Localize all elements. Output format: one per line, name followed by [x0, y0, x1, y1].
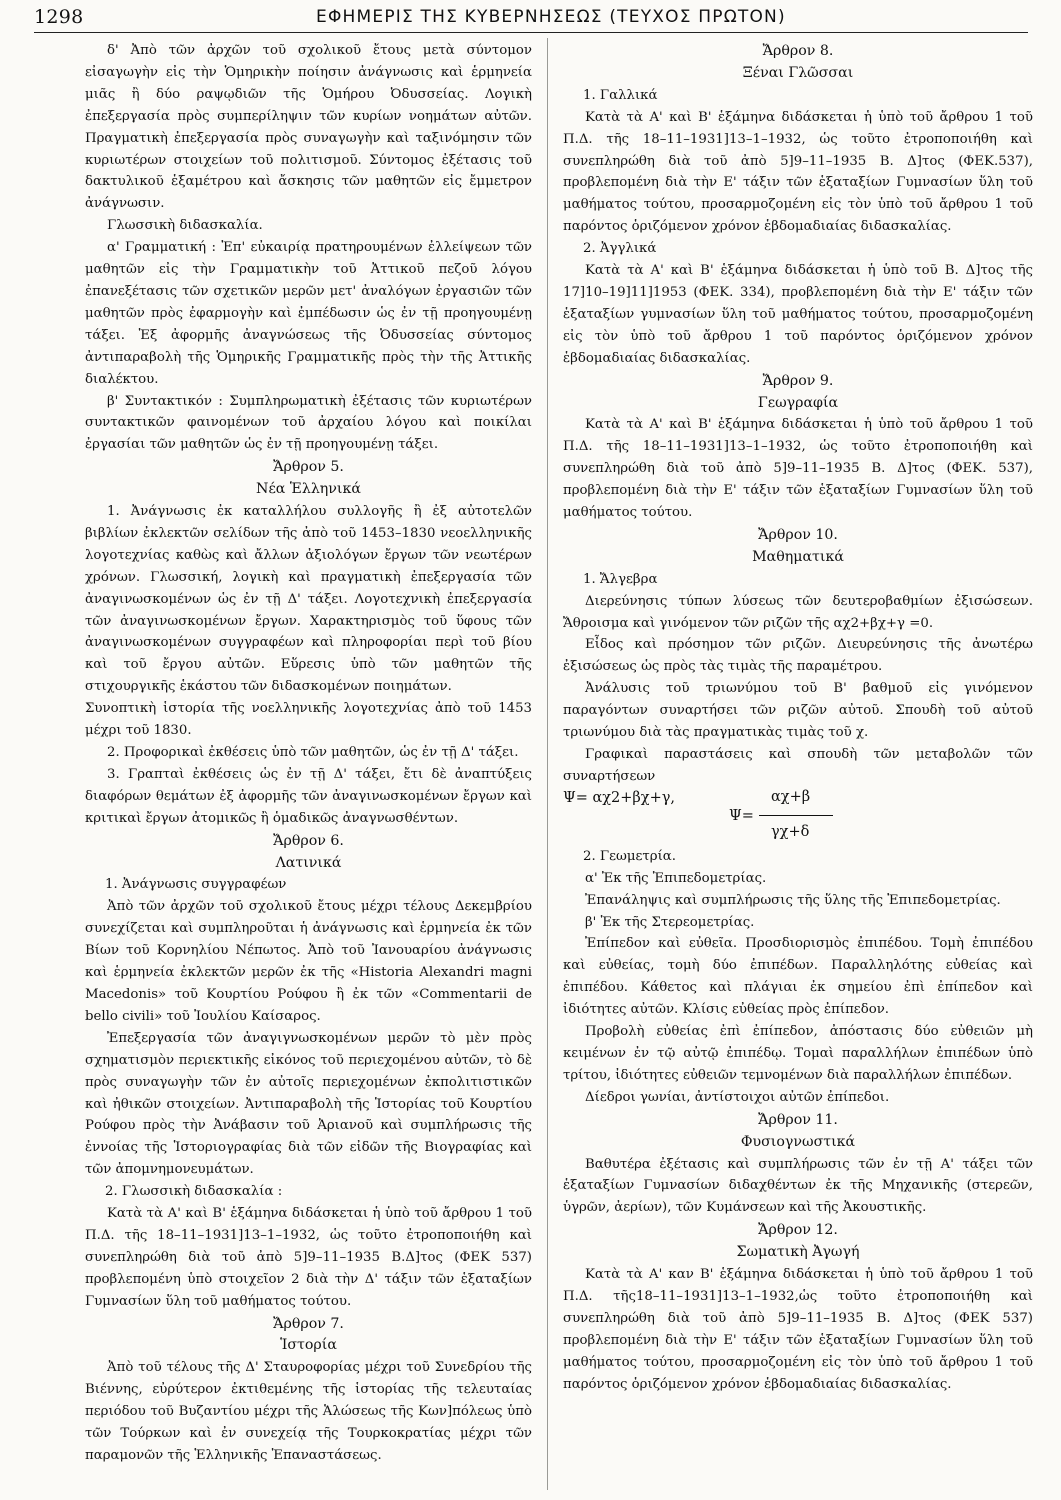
formula-fraction-numerator: αχ+β	[771, 788, 811, 805]
running-title: ΕΦΗΜΕΡΙΣ ΤΗΣ ΚΥΒΕΡΝΗΣΕΩΣ (ΤΕΥΧΟΣ ΠΡΩΤΟΝ)	[316, 7, 786, 27]
paragraph: Κατὰ τὰ Α' καὶ Β' ἑξάμηνα διδάσκεται ἡ ὑπὸ τοῦ ἄρθρου 1 τοῦ Π.Δ. τῆς 18–11–1931]13–1–1932, ὡς τοῦτο ἐτροποποιήθη καὶ συνεπληρώθη διὰ τοῦ ἀπὸ 5]9–11–1935 Β. Δ]τος (ΦΕΚ.537), προβλεπομένη διὰ τὴν Ε' τάξιν τῶν ἑξαταξίων Γυμνασίων ὕλη τοῦ μαθήματος τούτου, προσαρμοζομένη εἰς τὸν ὑπὸ τοῦ ἄρθρου 1 τοῦ παρόντος ὁριζόμενον χρόνον ἑβδομαδιαίας διδασκαλίας.	[563, 109, 1033, 235]
article-heading: Ἄρθρον 11.	[758, 1111, 838, 1128]
article-heading: Ἄρθρον 7.	[273, 1315, 344, 1332]
subsection-title: 1. Ἀνάγνωσις συγγραφέων	[105, 877, 287, 893]
paragraph: Ἐπεξεργασία τῶν ἀναγιγνωσκομένων μερῶν τὸ μὲν πρὸς σχηματισμὸν περιεκτικῆς εἰκόνος τοῦ περιεχομένου αὐτῶν, τὸ δὲ πρὸς συναγωγὴν τῶν ἐν αὐτοῖς περιεχομένων ἐκπολιτιστικῶν καὶ ἠθικῶν στοιχείων. Ἀντιπαραβολὴ τῆς Ἱστορίας τοῦ Κουρτίου Ρούφου πρὸς τὴν Ἀνάβασιν τοῦ Ἀριανοῦ καὶ συμπλήρωσις τῆς ἐννοίας τῆς Ἱστοριογραφίας διὰ τῶν εἰδῶν τῆς Βιογραφίας καὶ τῶν ἀπομνημονευμάτων.	[85, 1030, 532, 1178]
formula-fraction-bar	[759, 815, 833, 816]
page-number: 1298	[34, 6, 84, 28]
paragraph: β' Ἐκ τῆς Στερεομετρίας.	[585, 914, 755, 930]
paragraph: β' Συντακτικόν : Συμπληρωματικὴ ἐξέτασις τῶν κυριωτέρων συντακτικῶν φαινομένων τοῦ ἀρχαίου λόγου καὶ ποικίλαι ἐργασίαι τῶν μαθητῶν ὡς ἐν τῇ προηγουμένῃ τάξει.	[85, 393, 532, 453]
article-subject: Σωματικὴ Ἀγωγή	[736, 1244, 860, 1261]
paragraph: Ἐπανάληψις καὶ συμπλήρωσις τῆς ὕλης τῆς Ἐπιπεδομετρίας.	[585, 892, 1001, 908]
subsection-title: 1. Ἄλγεβρα	[583, 571, 658, 587]
paragraph: α' Γραμματική : Ἐπ' εὐκαιρίᾳ πρατηρουμένων ἐλλείψεων τῶν μαθητῶν εἰς τὴν Γραμματικὴν τοῦ Ἀττικοῦ πεζοῦ λόγου ἐπανεξέτασις τῶν σχετικῶν μερῶν μετ' ἀναλόγων ἐργασιῶν τῶν μαθητῶν πρὸς ἐφαρμογὴν καὶ ἐμπέδωσιν ὡς ἐν τῇ προηγουμένῃ τάξει. Ἐξ ἀφορμῆς ἀναγνώσεως τῆς Ὀδυσσείας σύντομος ἀντιπαραβολὴ τῆς Ὁμηρικῆς Γραμματικῆς πρὸς τὴν τῆς Ἀττικῆς διαλέκτου.	[85, 240, 532, 387]
paragraph: Κατὰ τὰ Α' καὶ Β' ἑξάμηνα διδάσκεται ἡ ὑπὸ τοῦ Β. Δ]τος τῆς 17]10–19]11]1953 (ΦΕΚ. 334), προβλεπομένη διὰ τὴν Ε' τάξιν τῶν ἑξαταξίων γυμνασίων ὕλη τοῦ μαθήματος τούτου, προσαρμοζομένη εἰς τὸν ὑπὸ τοῦ ἄρθρου 1 τοῦ παρόντος ὁριζόμενον χρόνον ἑβδομαδιαίας διδασκαλίας.	[563, 263, 1033, 366]
article-heading: Ἄρθρον 9.	[762, 372, 834, 389]
paragraph: Γλωσσικὴ διδασκαλία.	[107, 218, 263, 234]
article-heading: Ἄρθρον 8.	[762, 43, 834, 59]
paragraph: Εἶδος καὶ πρόσημον τῶν ριζῶν. Διευρεύνησις τῆς ἀνωτέρω ἐξισώσεως ὡς πρὸς τὰς τιμὰς τῆς παραμέτρου.	[563, 637, 1033, 675]
paragraph: Δίεδροι γωνίαι, ἀντίστοιχοι αὐτῶν ἐπίπεδοι.	[585, 1089, 890, 1105]
article-subject: Μαθηματικά	[752, 548, 844, 565]
article-subject: Φυσιογνωστικά	[740, 1133, 856, 1150]
paragraph: 3. Γραπταὶ ἐκθέσεις ὡς ἐν τῇ Δ' τάξει, ἔτι δὲ ἀναπτύξεις διαφόρων θεμάτων ἐξ ἀφορμῆς τῶν ἀναγινωσκομένων ἔργων καὶ κριτικαὶ ἔργων ἀτομικῶς ἢ ὁμαδικῶς ἀναγνωσθέντων.	[85, 766, 532, 826]
article-subject: Ἱστορία	[280, 1337, 337, 1354]
paragraph: Διερεύνησις τύπων λύσεως τῶν δευτεροβαθμίων ἐξισώσεων. Ἄθροισμα καὶ γινόμενον τῶν ριζῶν τῆς αχ2+βχ+γ =0.	[563, 593, 1033, 631]
paragraph: Ἀνάλυσις τοῦ τριωνύμου τοῦ Β' βαθμοῦ εἰς γινόμενον παραγόντων συναρτήσει τῶν ριζῶν αὐτοῦ. Σπουδὴ τοῦ αὐτοῦ τριωνύμου διὰ τὰς πραγματικὰς τιμὰς τοῦ χ.	[563, 681, 1033, 741]
formula-fraction-lhs: Ψ=	[729, 807, 754, 824]
subsection-title: 2. Γλωσσικὴ διδασκαλία :	[105, 1184, 283, 1200]
paragraph: α' Ἐκ τῆς Ἐπιπεδομετρίας.	[585, 870, 767, 886]
formula-block	[563, 788, 1033, 846]
article-subject: Ξέναι Γλῶσσαι	[742, 64, 854, 81]
article-subject: Λατινικά	[275, 854, 342, 871]
left-column	[85, 40, 532, 1490]
paragraph: Κατὰ τὰ Α' καν Β' ἑξάμηνα διδάσκεται ἡ ὑπὸ τοῦ ἄρθρου 1 τοῦ Π.Δ. τῆς18–11–1931]13–1–1932,ὡς τοῦτο ἐτροποποιήθη καὶ συνεπληρώθη διὰ τοῦ ἀπὸ 5]9–11–1935 Β. Δ]τος (ΦΕΚ 537) προβλεπομένη διὰ τὴν Ε' τάξιν τῶν ἑξαταξίων Γυμνασίων ὕλη τοῦ μαθήματος τούτου, προσαρμοζομένη εἰς τὸν ὑπὸ τοῦ ἄρθρου 1 τοῦ παρόντος ὁριζόμενον χρόνον ἑβδομαδιαίας διδασκαλίας.	[563, 1267, 1033, 1392]
paragraph: Ἀπὸ τοῦ τέλους τῆς Δ' Σταυροφορίας μέχρι τοῦ Συνεδρίου τῆς Βιέννης, εὐρύτερον ἐκτιθεμένης τῆς ἱστορίας τῆς τελευταίας περιόδου τοῦ Βυζαντίου μέχρι τῆς Ἁλώσεως τῆς Κων]πόλεως ὑπὸ τῶν Τούρκων καὶ ἐν συνεχείᾳ τῆς Τουρκοκρατίας μέχρι τῶν παραμονῶν τῆς Ἑλληνικῆς Ἐπαναστάσεως.	[85, 1360, 532, 1463]
paragraph: Κατὰ τὰ Α' καὶ Β' ἑξάμηνα διδάσκεται ἡ ὑπὸ τοῦ ἄρθρου 1 τοῦ Π.Δ. τῆς 18–11–1931]13–1–1932, ὡς τοῦτο ἐτροποποιήθη καὶ συνεπληρώθη διὰ τοῦ ἀπὸ 5]9–11–1935 Β. Δ]τος (ΦΕΚ. 537), προβλεπομένη διὰ τὴν Ε' τάξιν τῶν ἑξαταξίων Γυμνασίων ὕλη τοῦ μαθήματος τούτου.	[563, 417, 1033, 521]
article-heading: Ἄρθρον 6.	[273, 832, 344, 849]
article-subject: Γεωγραφία	[757, 394, 839, 411]
paragraph: 1. Ἀνάγνωσις ἐκ καταλλήλου συλλογῆς ἢ ἐξ αὐτοτελῶν βιβλίων ἐκλεκτῶν σελίδων τῆς ἀπὸ τοῦ 1453–1830 νεοελληνικῆς λογοτεχνίας καθὼς καὶ ἄλλων ἀξιολόγων ἔργων τῶν νεωτέρων χρόνων. Γλωσσική, λογικὴ καὶ πραγματικὴ ἐπεξεργασία τῶν ἀναγινωσκομένων ὡς ἐν τῇ Δ' τάξει. Λογοτεχνικὴ ἐπεξεργασία τῶν ἀναγινωσκομένων ἔργων. Χαρακτηρισμὸς τοῦ ὕφους τῶν ἀναγινωσκομένων συγγραφέων καὶ πληροφορίαι περὶ τοῦ βίου καὶ τοῦ ἔργου αὐτῶν. Εὕρεσις ὑπὸ τῶν μαθητῶν τῆς στιχουργικῆς ἑκάστου τῶν διδασκομένων ποιημάτων.	[85, 504, 532, 695]
paragraph: 2. Προφορικαὶ ἐκθέσεις ὑπὸ τῶν μαθητῶν, ὡς ἐν τῇ Δ' τάξει.	[107, 745, 519, 760]
formula-fraction-denominator: γχ+δ	[771, 823, 810, 840]
paragraph: Ἐπίπεδον καὶ εὐθεῖα. Προσδιορισμὸς ἐπιπέδου. Τομὴ ἐπιπέδου καὶ εὐθείας, τομὴ δύο ἐπιπέδων. Παραλληλότης εὐθείας καὶ ἐπιπέδου. Κάθετος καὶ πλάγιαι ἐκ σημείου ἐπὶ ἐπίπεδον καὶ ἰδιότητες αὐτῶν. Κλίσις εὐθείας πρὸς ἐπίπεδον.	[563, 936, 1033, 1018]
page-header	[34, 4, 1028, 33]
formula-quadratic: Ψ= αχ2+βχ+γ,	[563, 789, 676, 806]
paragraph: Γραφικαὶ παραστάσεις καὶ σπουδὴ τῶν μεταβολῶν τῶν συναρτήσεων	[563, 747, 1033, 784]
article-heading: Ἄρθρον 10.	[758, 526, 838, 543]
article-heading: Ἄρθρον 12.	[758, 1222, 838, 1239]
paragraph: Κατὰ τὰ Α' καὶ Β' ἑξάμηνα διδάσκεται ἡ ὑπὸ τοῦ ἄρθρου 1 τοῦ Π.Δ. τῆς 18–11–1931]13–1–1932, ὡς τοῦτο ἐτροποποιήθη καὶ συνεπληρώθη διὰ τοῦ ἀπὸ 5]9–11–1935 Β.Δ]τος (ΦΕΚ 537) προβλεπομένη ὑπὸ στοιχεῖον 2 διὰ τὴν Δ' τάξιν τῶν ἑξαταξίων Γυμνασίων ὕλη τοῦ μαθήματος τούτου.	[85, 1206, 532, 1309]
subsection-title: 2. Γεωμετρία.	[583, 848, 676, 864]
article-subject: Νέα Ἑλληνικά	[256, 481, 361, 498]
paragraph: Ἀπὸ τῶν ἀρχῶν τοῦ σχολικοῦ ἔτους μέχρι τέλους Δεκεμβρίου συνεχίζεται καὶ συμπληροῦται ἡ ἀνάγνωσις καὶ ἑρμηνεία ἐκ τῶν Βίων τοῦ Κορνηλίου Νέπωτος. Ἀπὸ τοῦ Ἰανουαρίου ἀνάγνωσις καὶ ἑρμηνεία ἐκλεκτῶν μερῶν ἐκ τῆς «Historia Alexandri magni Macedonis» τοῦ Κουρτίου Ρούφου ἢ ἐκ τῶν «Commentarii de bello civili» τοῦ Ἰουλίου Καίσαρος.	[85, 899, 532, 1024]
paragraph: δ' Ἀπὸ τῶν ἀρχῶν τοῦ σχολικοῦ ἔτους μετὰ σύντομον εἰσαγωγὴν εἰς τὴν Ὁμηρικὴν ποίησιν ἀνάγνωσις καὶ ἑρμηνεία μιᾶς ἢ δύο ραψῳδιῶν τῆς Ὁμήρου Ὀδυσσείας. Λογικὴ ἐπεξεργασία πρὸς συμπερίληψιν τῶν κυρίων νοημάτων αὐτῶν. Πραγματικὴ ἐπεξεργασία πρὸς συναγωγὴν καὶ ταξινόμησιν τῶν κυριωτέρων στοιχείων τοῦ πολιτισμοῦ. Σύντομος ἐξέτασις τοῦ δακτυλικοῦ ἑξαμέτρου καὶ ἄσκησις τῶν μαθητῶν εἰς ἔμμετρον ἀνάγνωσιν.	[85, 43, 532, 212]
paragraph: Προβολὴ εὐθείας ἐπὶ ἐπίπεδον, ἀπόστασις δύο εὐθειῶν μὴ κειμένων ἐν τῷ αὐτῷ ἐπιπέδῳ. Τομαὶ παραλλήλων ἐπιπέδων ὑπὸ τρίτου, ἰδιότητες εὐθειῶν τεμνομένων διὰ παραλλήλων ἐπιπέδων.	[563, 1024, 1033, 1083]
column-divider	[547, 38, 548, 1490]
right-column	[563, 40, 1033, 1490]
subsection-title: 1. Γαλλικά	[583, 87, 658, 103]
subsection-title: 2. Ἀγγλικά	[583, 241, 657, 257]
article-heading: Ἄρθρον 5.	[273, 459, 344, 476]
paragraph: Βαθυτέρα ἐξέτασις καὶ συμπλήρωσις τῶν ἐν τῇ Α' τάξει τῶν ἑξαταξίων Γυμνασίων διδαχθέντων ἐκ τῆς Μηχανικῆς (στερεῶν, ὑγρῶν, ἀερίων), τῶν Κυμάνσεων καὶ τῆς Ἀκουστικῆς.	[563, 1156, 1033, 1216]
paragraph: Συνοπτικὴ ἱστορία τῆς νοελληνικῆς λογοτεχνίας ἀπὸ τοῦ 1453 μέχρι τοῦ 1830.	[85, 701, 532, 739]
